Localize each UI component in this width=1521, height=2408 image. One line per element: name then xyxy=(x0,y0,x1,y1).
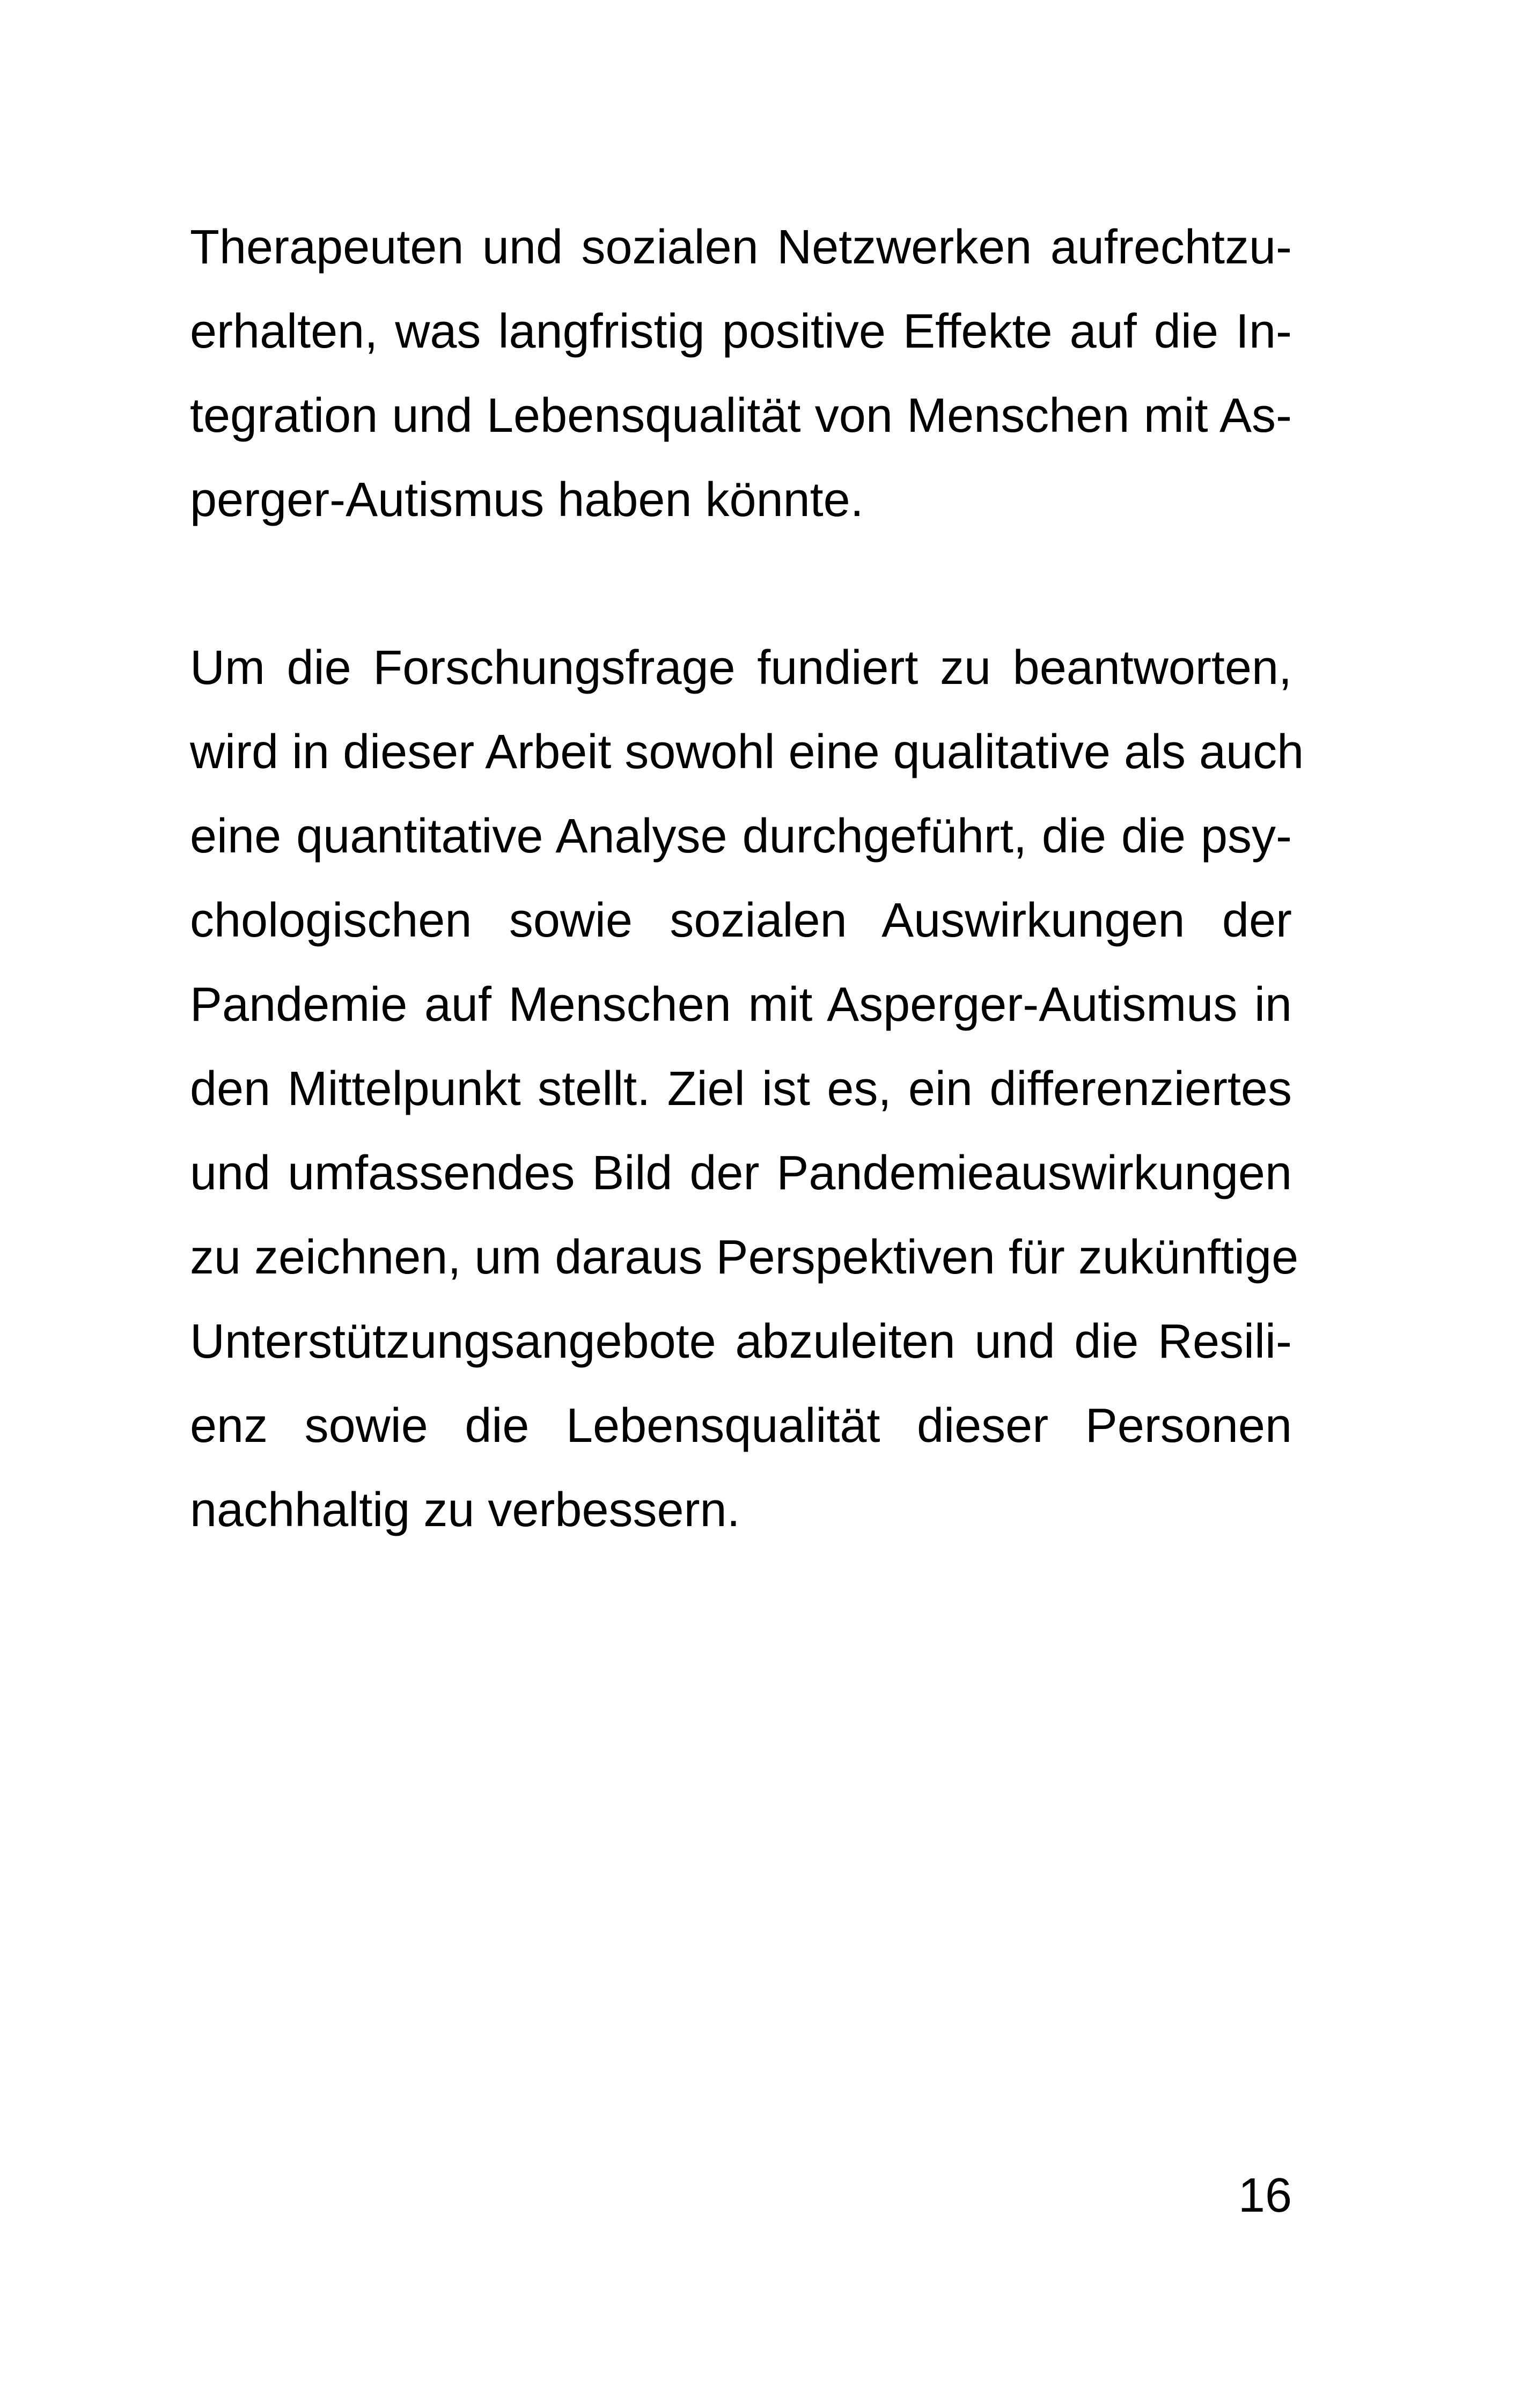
text-line: Pandemie auf Menschen mit Asperger-Autismus in xyxy=(190,978,1292,1032)
text-line: zu zeichnen, um daraus Perspektiven für zukünftige xyxy=(190,1231,1299,1284)
text-line: perger-Autismus haben könnte. xyxy=(190,473,864,527)
paragraph-2 xyxy=(190,626,1304,1552)
text-line: Therapeuten und sozialen Netzwerken aufrechtzu- xyxy=(190,220,1292,274)
page-number: 16 xyxy=(1238,2169,1292,2222)
text-line: wird in dieser Arbeit sowohl eine qualitative als auch xyxy=(190,725,1304,779)
text-line: Um die Forschungsfrage fundiert zu beantworten, xyxy=(190,641,1292,695)
text-line: erhalten, was langfristig positive Effekte auf die In- xyxy=(190,305,1292,358)
text-line: und umfassendes Bild der Pandemieauswirkungen xyxy=(190,1146,1292,1200)
text-line: den Mittelpunkt stellt. Ziel ist es, ein differenziertes xyxy=(190,1062,1292,1116)
text-line: tegration und Lebensqualität von Menschen mit As- xyxy=(190,389,1292,443)
text-line: nachhaltig zu verbessern. xyxy=(190,1483,740,1537)
paragraph-1 xyxy=(190,205,1292,542)
text-line: eine quantitative Analyse durchgeführt, die die psy- xyxy=(190,809,1292,863)
text-line: chologischen sowie sozialen Auswirkungen der xyxy=(190,894,1292,947)
text-line: Unterstützungsangebote abzuleiten und die Resili- xyxy=(190,1315,1292,1368)
text-line: enz sowie die Lebensqualität dieser Personen xyxy=(190,1399,1292,1453)
